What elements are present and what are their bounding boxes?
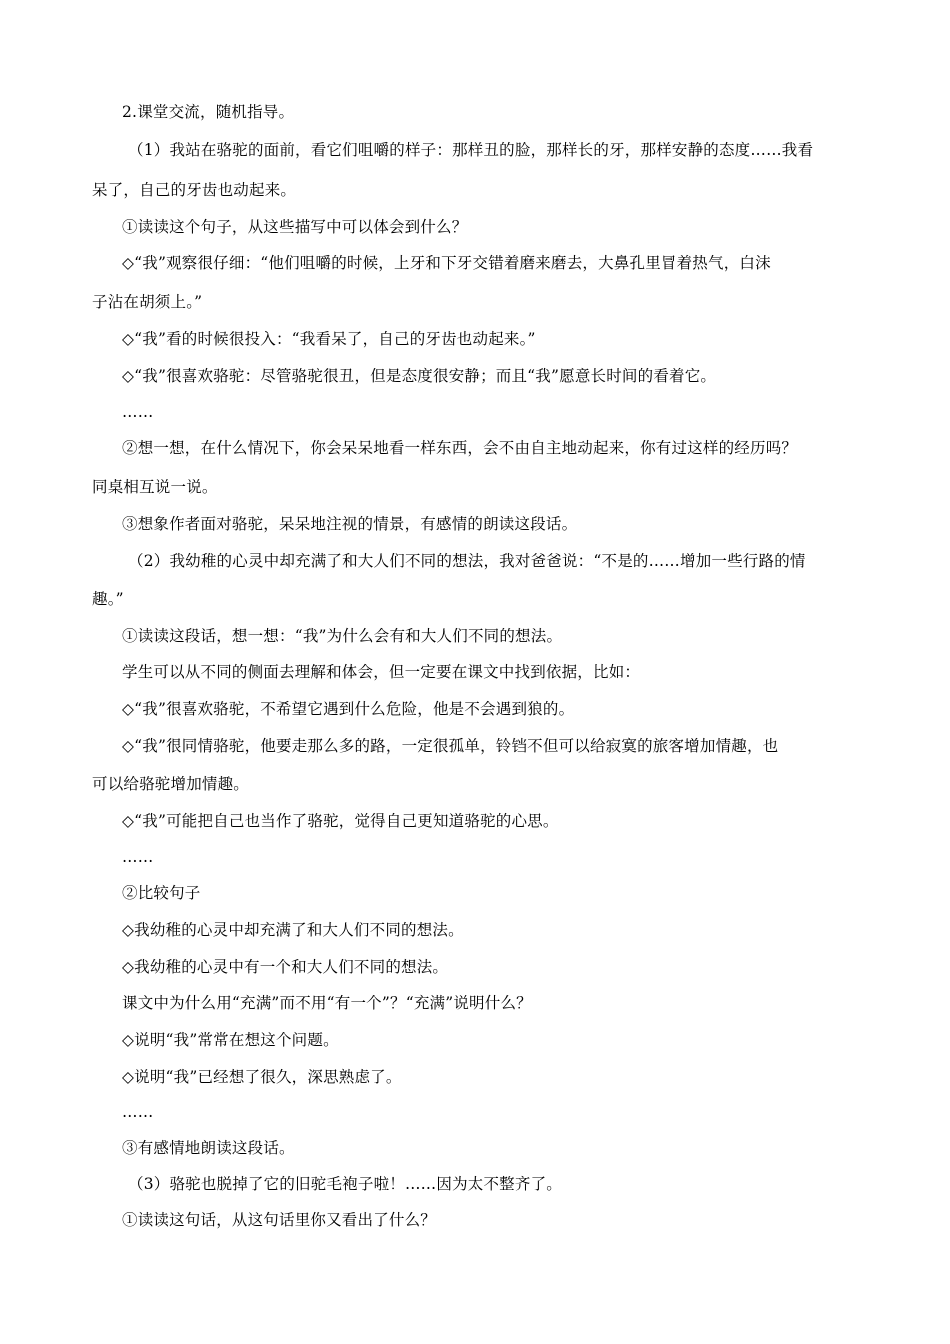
- compare-sentence: ◇我幼稚的心灵中却充满了和大人们不同的想法。: [122, 921, 464, 939]
- ellipsis: ……: [122, 1103, 154, 1121]
- answer-item: ◇“我”可能把自己也当作了骆驼，觉得自己更知道骆驼的心思。: [122, 812, 559, 830]
- answer-item: ◇“我”看的时候很投入：“我看呆了，自己的牙齿也动起来。”: [122, 330, 536, 348]
- question-2-2: ②比较句子: [122, 884, 201, 902]
- question-2-1: ①读读这段话，想一想：“我”为什么会有和大人们不同的想法。: [122, 627, 563, 645]
- question-1-1: ①读读这个句子，从这些描写中可以体会到什么？: [122, 218, 468, 236]
- ellipsis: ……: [122, 403, 154, 421]
- answer-item-cont: 子沾在胡须上。”: [92, 293, 203, 311]
- question-1-2: ②想一想，在什么情况下，你会呆呆地看一样东西，会不由自主地动起来，你有过这样的经历吗？: [122, 439, 798, 457]
- quote-paragraph-1: （1）我站在骆驼的面前，看它们咀嚼的样子：那样丑的脸，那样长的牙，那样安静的态度……我看: [128, 141, 814, 159]
- answer-item: ◇“我”很喜欢骆驼，不希望它遇到什么危险，他是不会遇到狼的。: [122, 700, 575, 718]
- question-1-3: ③想象作者面对骆驼，呆呆地注视的情景，有感情的朗读这段话。: [122, 515, 578, 533]
- guidance-text: 学生可以从不同的侧面去理解和体会，但一定要在课文中找到依据，比如：: [122, 663, 641, 681]
- question-3-1: ①读读这句话，从这句话里你又看出了什么？: [122, 1211, 437, 1229]
- quote-paragraph-1-cont: 呆了，自己的牙齿也动起来。: [92, 181, 297, 199]
- compare-sentence: ◇我幼稚的心灵中有一个和大人们不同的想法。: [122, 958, 449, 976]
- answer-item: ◇“我”观察很仔细：“他们咀嚼的时候，上牙和下牙交错着磨来磨去，大鼻孔里冒着热气，白沫: [122, 254, 771, 272]
- question-1-2-cont: 同桌相互说一说。: [92, 478, 218, 496]
- quote-paragraph-2-cont: 趣。”: [92, 590, 124, 608]
- answer-item: ◇说明“我”常常在想这个问题。: [122, 1031, 339, 1049]
- answer-item: ◇“我”很同情骆驼，他要走那么多的路，一定很孤单，铃铛不但可以给寂寞的旅客增加情趣，也: [122, 737, 779, 755]
- section-heading: 2.课堂交流，随机指导。: [122, 103, 295, 121]
- guidance-text: 课文中为什么用“充满”而不用“有一个”？“充满”说明什么？: [122, 994, 532, 1012]
- answer-item-cont: 可以给骆驼增加情趣。: [92, 775, 250, 793]
- ellipsis: ……: [122, 848, 154, 866]
- quote-paragraph-2: （2）我幼稚的心灵中却充满了和大人们不同的想法，我对爸爸说：“不是的……增加一些行路的情: [128, 552, 806, 570]
- answer-item: ◇说明“我”已经想了很久，深思熟虑了。: [122, 1068, 402, 1086]
- answer-item: ◇“我”很喜欢骆驼：尽管骆驼很丑，但是态度很安静；而且“我”愿意长时间的看着它。: [122, 367, 717, 385]
- question-2-3: ③有感情地朗读这段话。: [122, 1139, 295, 1157]
- quote-paragraph-3: （3）骆驼也脱掉了它的旧驼毛袍子啦！……因为太不整齐了。: [128, 1175, 562, 1193]
